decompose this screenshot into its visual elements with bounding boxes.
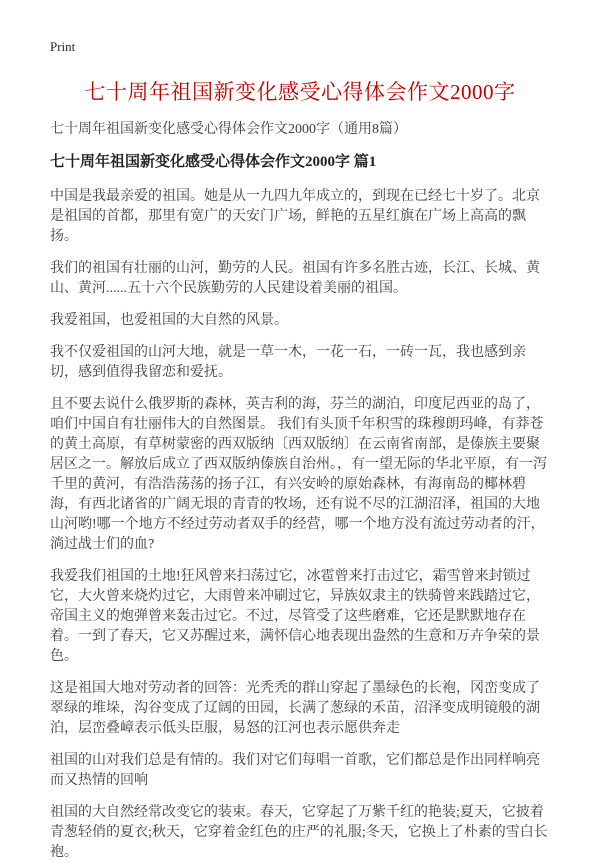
essay-paragraph: 中国是我最亲爱的祖国。她是从一九四九年成立的，到现在已经七十岁了。北京是祖国的首都，那里有宽广的天安门广场，鲜艳的五星红旗在广场上高高的飘扬。 <box>50 188 540 244</box>
essay-paragraph: 这是祖国大地对劳动者的回答：光秃秃的群山穿起了墨绿色的长袍，冈峦变成了翠绿的堆垛，沟谷变成了辽阔的田园，长满了葱绿的禾苗，沼泽变成明镜般的湖泊，层峦叠嶂表示低头臣服，易怒的江河也表示愿供奔走 <box>50 680 540 736</box>
print-link[interactable]: Print <box>50 39 76 54</box>
essay-paragraph: 我爱我们祖国的土地!狂风曾来扫荡过它，冰雹曾来打击过它，霜雪曾来封锁过它，大火曾来烧灼过它，大雨曾来冲刷过它，异族奴隶主的铁骑曾来践踏过它，帝国主义的炮弹曾来轰击过它。不过，尽管受了这些磨难，它还是默默地存在着。一到了春天，它又苏醒过来，满怀信心地表现出盎然的生意和万卉争荣的景色。 <box>50 568 540 664</box>
essay-body <box>50 187 550 863</box>
section-heading: 七十周年祖国新变化感受心得体会作文2000字 篇1 <box>50 154 377 171</box>
subtitle: 七十周年祖国新变化感受心得体会作文2000字（通用8篇） <box>50 122 407 138</box>
essay-paragraph: 我不仅爱祖国的山河大地，就是一草一木，一花一石，一砖一瓦，我也感到亲切，感到值得我留恋和爱抚。 <box>50 344 526 380</box>
essay-paragraph: 我们的祖国有壮丽的山河，勤劳的人民。祖国有许多名胜古迹，长江、长城、黄山、黄河......五十六个民族勤劳的人民建设着美丽的祖国。 <box>50 260 540 296</box>
essay-paragraph: 且不要去说什么俄罗斯的森林，英吉利的海，芬兰的湖泊，印度尼西亚的岛了，咱们中国自有壮丽伟大的自然图景。 我们有头顶千年积雪的珠穆朗玛峰，有莽苍的黄土高原，有草树蒙密的西双版纳〔西双版纳〕在云南省南部，是傣族主要聚居区之一。解放后成立了西双版纳傣族自治州。，有一望无际的华北平原，有一泻千里的黄河，有浩浩荡荡的扬子江，有兴安岭的原始森林，有海南岛的椰林碧海，有西北诸省的广阔无垠的青青的牧场，还有说不尽的江湖沼泽，祖国的大地山河哟!哪一个地方不经过劳动者双手的经营，哪一个地方没有流过劳动者的汗，淌过战士们的血? <box>50 396 547 552</box>
essay-paragraph: 祖国的山对我们总是有情的。我们对它们每唱一首歌，它们都总是作出同样响亮而又热情的回响 <box>50 752 540 788</box>
page-title: 七十周年祖国新变化感受心得体会作文2000字 <box>84 80 516 104</box>
essay-paragraph: 我爱祖国，也爱祖国的大自然的风景。 <box>50 312 288 328</box>
essay-paragraph: 祖国的大自然经常改变它的装束。春天，它穿起了万紫千红的艳装;夏天，它披着青葱轻俏的夏衣;秋天，它穿着金红色的庄严的礼服;冬天，它换上了朴素的雪白长袍。 <box>50 804 548 860</box>
